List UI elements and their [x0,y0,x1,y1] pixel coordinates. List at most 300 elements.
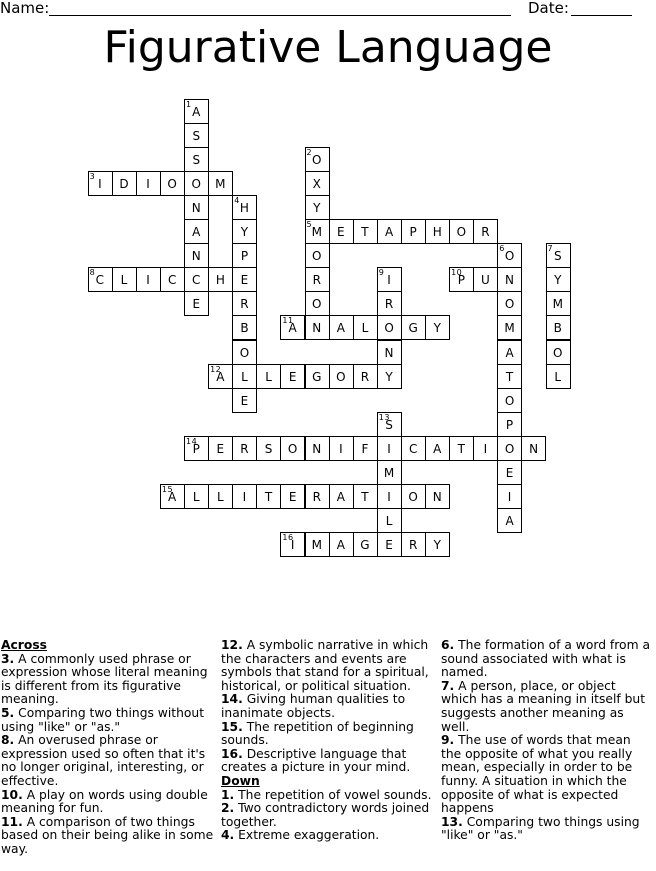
clue-across-5 [1,707,215,734]
cell-letter: M [504,321,516,336]
clue-down-13 [441,816,653,843]
grid-cell[interactable] [184,436,209,461]
cell-letter: Y [433,321,442,336]
clue-text: A play on words using double meaning for fun. [1,787,208,816]
grid-cell[interactable] [305,532,330,557]
cell-number: 12 [210,364,222,374]
grid-cell[interactable] [377,267,402,292]
grid-cell[interactable] [305,291,330,316]
cell-letter: R [312,273,322,288]
grid-cell[interactable] [208,171,233,196]
grid-cell[interactable] [232,195,257,220]
grid-cell[interactable] [184,171,209,196]
clue-across-3 [1,653,215,707]
grid-cell[interactable] [184,99,209,124]
grid-cell[interactable] [546,340,571,365]
cell-letter: O [312,297,322,312]
grid-cell[interactable] [232,388,257,413]
cell-letter: H [239,200,250,215]
clues-column-2 [221,639,433,843]
grid-cell[interactable] [546,291,571,316]
grid-cell[interactable] [232,291,257,316]
cell-letter: A [384,225,394,239]
cell-letter: T [361,490,370,505]
cell-number: 10 [451,268,463,278]
clue-text: The formation of a word from a sound associated with what is named. [441,638,650,680]
grid-cell[interactable] [497,460,522,485]
cell-number: 7 [547,244,554,254]
cell-letter: O [167,176,178,191]
cell-letter: L [217,490,225,505]
grid-cell[interactable] [184,267,209,292]
cell-letter: O [456,225,467,239]
grid-cell[interactable] [329,436,354,461]
cell-letter: Y [554,273,562,288]
cell-letter: E [505,466,514,480]
clue-number: 15. [221,719,243,734]
grid-cell[interactable] [184,195,209,220]
grid-cell[interactable] [329,315,354,340]
grid-cell[interactable] [305,171,330,196]
cell-letter: L [554,369,562,384]
cell-letter: C [192,273,201,288]
cell-letter: A [433,441,442,456]
cell-letter: H [215,273,226,288]
grid-cell[interactable] [256,364,281,389]
cell-letter: C [408,441,418,456]
cell-letter: I [339,441,344,456]
cell-number: 2 [306,147,313,157]
cell-letter: M [311,538,323,553]
grid-cell[interactable] [305,436,330,461]
clue-text: The repetition of vowel sounds. [234,787,432,802]
grid-cell[interactable] [497,315,522,340]
grid-cell[interactable] [280,436,305,461]
grid-cell[interactable] [497,291,522,316]
cell-letter: N [312,321,322,336]
cell-letter: A [168,490,177,505]
cell-letter: D [119,176,130,191]
grid-cell[interactable] [353,315,378,340]
grid-cell[interactable] [88,267,113,292]
cell-letter: O [384,321,395,336]
cell-letter: I [290,538,295,553]
grid-cell[interactable] [208,436,233,461]
cell-letter: S [192,128,201,143]
clue-number: 10. [1,787,23,802]
cell-letter: B [553,321,563,336]
cell-letter: C [95,273,105,288]
cell-letter: R [384,297,394,312]
grid-cell[interactable] [377,315,402,340]
grid-cell[interactable] [184,219,209,244]
clue-number: 12. [221,638,243,652]
grid-cell[interactable] [473,267,498,292]
cell-letter: O [504,297,515,312]
grid-cell[interactable] [305,364,330,389]
grid-cell[interactable] [497,243,522,268]
grid-cell[interactable] [184,147,209,172]
cell-letter: M [311,225,323,239]
grid-cell[interactable] [497,412,522,437]
grid-cell[interactable] [401,436,426,461]
grid-cell[interactable] [232,364,257,389]
across-heading: Across [1,638,47,652]
cell-letter: L [192,490,201,505]
grid-cell[interactable] [377,532,402,557]
grid-cell[interactable] [280,532,305,557]
cell-letter: E [337,225,346,239]
cell-letter: U [481,273,491,288]
grid-cell[interactable] [473,436,498,461]
grid-cell[interactable] [546,315,571,340]
cell-letter: N [191,249,202,264]
grid-cell[interactable] [305,147,330,172]
grid-cell[interactable] [232,267,257,292]
clue-down-7 [441,680,653,734]
cell-letter: E [240,273,249,288]
cell-letter: E [216,441,225,456]
cell-letter: H [432,225,443,239]
clue-number: 13. [441,814,463,829]
cell-letter: M [215,176,227,191]
cell-number: 9 [378,268,385,278]
clue-number: 14. [221,692,243,707]
grid-cell[interactable] [184,123,209,148]
grid-cell[interactable] [425,315,450,340]
cell-letter: I [98,176,103,191]
clue-across-8 [1,734,215,788]
grid-cell[interactable] [546,267,571,292]
cell-letter: G [360,538,371,553]
grid-cell[interactable] [208,267,233,292]
clue-text: A comparison of two things based on their being alike in some way. [1,814,214,856]
grid-cell[interactable] [377,291,402,316]
cell-letter: A [336,490,346,505]
cell-letter: S [192,152,201,167]
grid-cell[interactable] [425,532,450,557]
clue-text: Giving human qualities to inanimate objects. [221,692,406,720]
grid-cell[interactable] [329,219,354,244]
clue-number: 5. [1,705,15,720]
clue-down-6 [441,639,653,680]
cell-number: 11 [282,316,294,326]
cell-letter: E [192,297,201,312]
cell-letter: N [384,345,395,360]
grid-cell[interactable] [353,436,378,461]
clue-number: 7. [441,678,455,693]
clue-text: Descriptive language that creates a picture in your mind. [221,746,411,775]
cell-letter: E [385,538,394,553]
grid-cell[interactable] [377,412,402,437]
page-title: Figurative Language [103,22,553,73]
grid-cell[interactable] [546,243,571,268]
grid-cell[interactable] [184,484,209,509]
cell-letter: O [504,393,515,408]
grid-cell[interactable] [184,291,209,316]
clues-column-3 [441,639,653,843]
cell-letter: N [191,200,202,215]
cell-letter: T [457,441,466,456]
cell-number: 15 [161,485,174,495]
grid-cell[interactable] [329,364,354,389]
grid-cell[interactable] [232,484,257,509]
clue-text: Two contradictory words joined together. [221,801,430,829]
grid-cell[interactable] [256,436,281,461]
cell-letter: R [240,441,250,456]
cell-letter: R [240,297,250,312]
grid-cell[interactable] [305,315,330,340]
cell-letter: L [265,369,273,384]
grid-cell[interactable] [401,219,426,244]
cell-letter: B [240,321,250,336]
grid-cell[interactable] [305,243,330,268]
cell-letter: R [481,225,491,239]
grid-cell[interactable] [232,243,257,268]
clue-across-12 [221,639,433,693]
cell-letter: I [146,176,151,191]
clues-column-1 [1,639,215,857]
grid-cell[interactable] [305,195,330,220]
clue-number: 2. [221,801,235,816]
grid-cell[interactable] [305,267,330,292]
grid-cell[interactable] [329,484,354,509]
cell-letter: A [192,225,201,239]
grid-cell[interactable] [449,436,474,461]
cell-letter: O [553,345,563,360]
grid-cell[interactable] [136,267,161,292]
cell-letter: L [120,273,128,288]
grid-cell[interactable] [449,267,474,292]
grid-cell[interactable] [497,508,522,533]
cell-letter: P [457,273,466,288]
grid-cell[interactable] [136,171,161,196]
grid-cell[interactable] [208,484,233,509]
grid-cell[interactable] [497,340,522,365]
grid-cell[interactable] [425,219,450,244]
cell-letter: R [312,490,322,505]
grid-cell[interactable] [401,315,426,340]
cell-letter: O [312,152,322,167]
cell-letter: M [383,466,395,480]
cell-letter: E [288,490,297,505]
cell-letter: T [264,490,273,505]
down-heading: Down [221,773,260,788]
cell-letter: A [336,538,346,553]
grid-cell[interactable] [232,340,257,365]
clue-text: A commonly used phrase or expression whose literal meaning is different from its figurative meaning. [1,651,208,707]
cell-letter: G [312,369,322,384]
cell-letter: N [529,441,539,456]
cell-letter: I [387,441,392,456]
grid-cell[interactable] [232,315,257,340]
grid-cell[interactable] [112,171,137,196]
grid-cell[interactable] [353,484,378,509]
grid-cell[interactable] [184,243,209,268]
clue-text: The repetition of beginning sounds. [221,719,414,748]
grid-cell[interactable] [425,436,450,461]
clue-text: A person, place, or object which has a meaning in itself but suggests another meaning as well. [441,678,646,734]
cell-letter: P [240,249,249,264]
grid-cell[interactable] [377,460,402,485]
grid-cell[interactable] [546,364,571,389]
cell-letter: I [146,273,151,288]
cell-number: 16 [282,533,294,543]
cell-letter: A [336,321,346,336]
cell-letter: I [387,273,392,288]
grid-cell[interactable] [377,508,402,533]
cell-letter: A [505,345,515,360]
clue-number: 11. [1,814,23,829]
clue-across-16 [221,748,433,775]
grid-cell[interactable] [112,267,137,292]
grid-cell[interactable] [232,219,257,244]
cell-letter: I [387,490,392,505]
grid-cell[interactable] [160,171,185,196]
cell-letter: F [361,441,369,456]
grid-cell[interactable] [497,267,522,292]
cell-letter: N [312,441,322,456]
clue-number: 3. [1,651,15,666]
cell-letter: E [240,393,249,408]
clue-number: 4. [221,828,235,843]
cell-number: 13 [378,412,390,422]
cell-letter: P [409,225,418,239]
clue-text: Extreme exaggeration. [234,828,380,843]
cell-letter: O [504,249,515,264]
cell-letter: E [288,369,297,384]
cell-letter: A [192,104,201,119]
cell-letter: I [483,441,488,456]
cell-letter: O [312,249,322,264]
grid-cell[interactable] [401,532,426,557]
clue-number: 1. [221,787,235,802]
cell-letter: O [239,345,250,360]
clue-text: The use of words that mean the opposite of what you really mean, especially in order to be funny. A situation in which the opposite of what is expected happens [441,733,633,816]
grid-cell[interactable] [497,388,522,413]
grid-cell[interactable] [497,364,522,389]
clue-across-15 [221,721,433,748]
cell-letter: C [167,273,177,288]
grid-cell[interactable] [280,315,305,340]
cell-letter: Y [313,200,321,215]
grid-cell[interactable] [329,532,354,557]
grid-cell[interactable] [425,484,450,509]
cell-letter: S [264,441,273,456]
grid-cell[interactable] [305,219,330,244]
grid-cell[interactable] [497,484,522,509]
cell-number: 14 [186,436,198,446]
grid-cell[interactable] [377,436,402,461]
cell-letter: A [216,369,225,384]
cell-letter: P [192,441,201,456]
cell-letter: Y [240,225,249,239]
clue-down-9 [441,734,653,816]
clue-text: A symbolic narrative in which the characters and events are symbols that stand for a spiritual, historical, or political situation. [221,638,429,693]
cell-number: 4 [234,195,240,205]
clue-number: 9. [441,733,455,748]
cell-letter: O [287,441,298,456]
grid-cell[interactable] [280,484,305,509]
cell-letter: I [242,490,247,505]
grid-cell[interactable] [256,484,281,509]
grid-cell[interactable] [208,364,233,389]
cell-letter: O [504,441,515,456]
grid-cell[interactable] [401,484,426,509]
cell-number: 3 [89,171,96,181]
cell-letter: L [241,369,249,384]
grid-cell[interactable] [473,219,498,244]
cell-letter: R [408,538,418,553]
cell-letter: P [505,417,514,432]
clue-across-10 [1,789,215,816]
clue-down-2 [221,802,433,829]
cell-letter: Y [385,369,394,384]
clue-across-11 [1,816,215,857]
cell-number: 8 [89,268,96,278]
date-label: Date: [528,0,569,17]
clue-down-1 [221,789,433,803]
grid-cell[interactable] [377,219,402,244]
cell-letter: A [505,514,515,529]
cell-letter: I [507,490,512,505]
clue-text: Comparing two things using "like" or "as." [441,814,640,843]
grid-cell[interactable] [232,436,257,461]
cell-letter: N [505,273,515,288]
grid-cell[interactable] [521,436,546,461]
cell-letter: S [553,249,563,264]
clue-down-4 [221,829,433,843]
cell-letter: A [288,321,298,336]
cell-letter: O [191,176,202,191]
grid-cell[interactable] [497,436,522,461]
cell-letter: Y [433,538,442,553]
clue-number: 8. [1,733,15,748]
cell-letter: O [408,490,419,505]
cell-letter: M [552,297,564,312]
cell-letter: R [360,369,370,384]
cell-number: 5 [306,220,313,229]
grid-cell[interactable] [280,364,305,389]
cell-letter: O [336,369,347,384]
clue-across-14 [221,693,433,720]
grid-cell[interactable] [160,267,185,292]
grid-cell[interactable] [353,532,378,557]
cell-letter: X [312,176,322,191]
grid-cell[interactable] [160,484,185,509]
clue-number: 6. [441,638,455,652]
grid-cell[interactable] [377,484,402,509]
cell-letter: L [361,321,369,336]
cell-letter: T [505,369,514,384]
grid-cell[interactable] [88,171,113,196]
cell-letter: T [361,225,370,239]
name-label: Name: [0,0,50,17]
cell-number: 1 [186,99,192,109]
grid-cell[interactable] [449,219,474,244]
grid-cell[interactable] [377,364,402,389]
grid-cell[interactable] [353,364,378,389]
grid-cell[interactable] [377,340,402,365]
cell-letter: S [385,417,394,432]
clue-text: An overused phrase or expression used so often that it's no longer original, interesting, or effective. [1,733,206,788]
grid-cell[interactable] [305,484,330,509]
clue-text: Comparing two things without using "like" or "as." [1,705,205,734]
cell-letter: L [385,514,393,529]
cell-letter: G [408,321,419,336]
cell-letter: N [432,490,443,505]
grid-cell[interactable] [353,219,378,244]
